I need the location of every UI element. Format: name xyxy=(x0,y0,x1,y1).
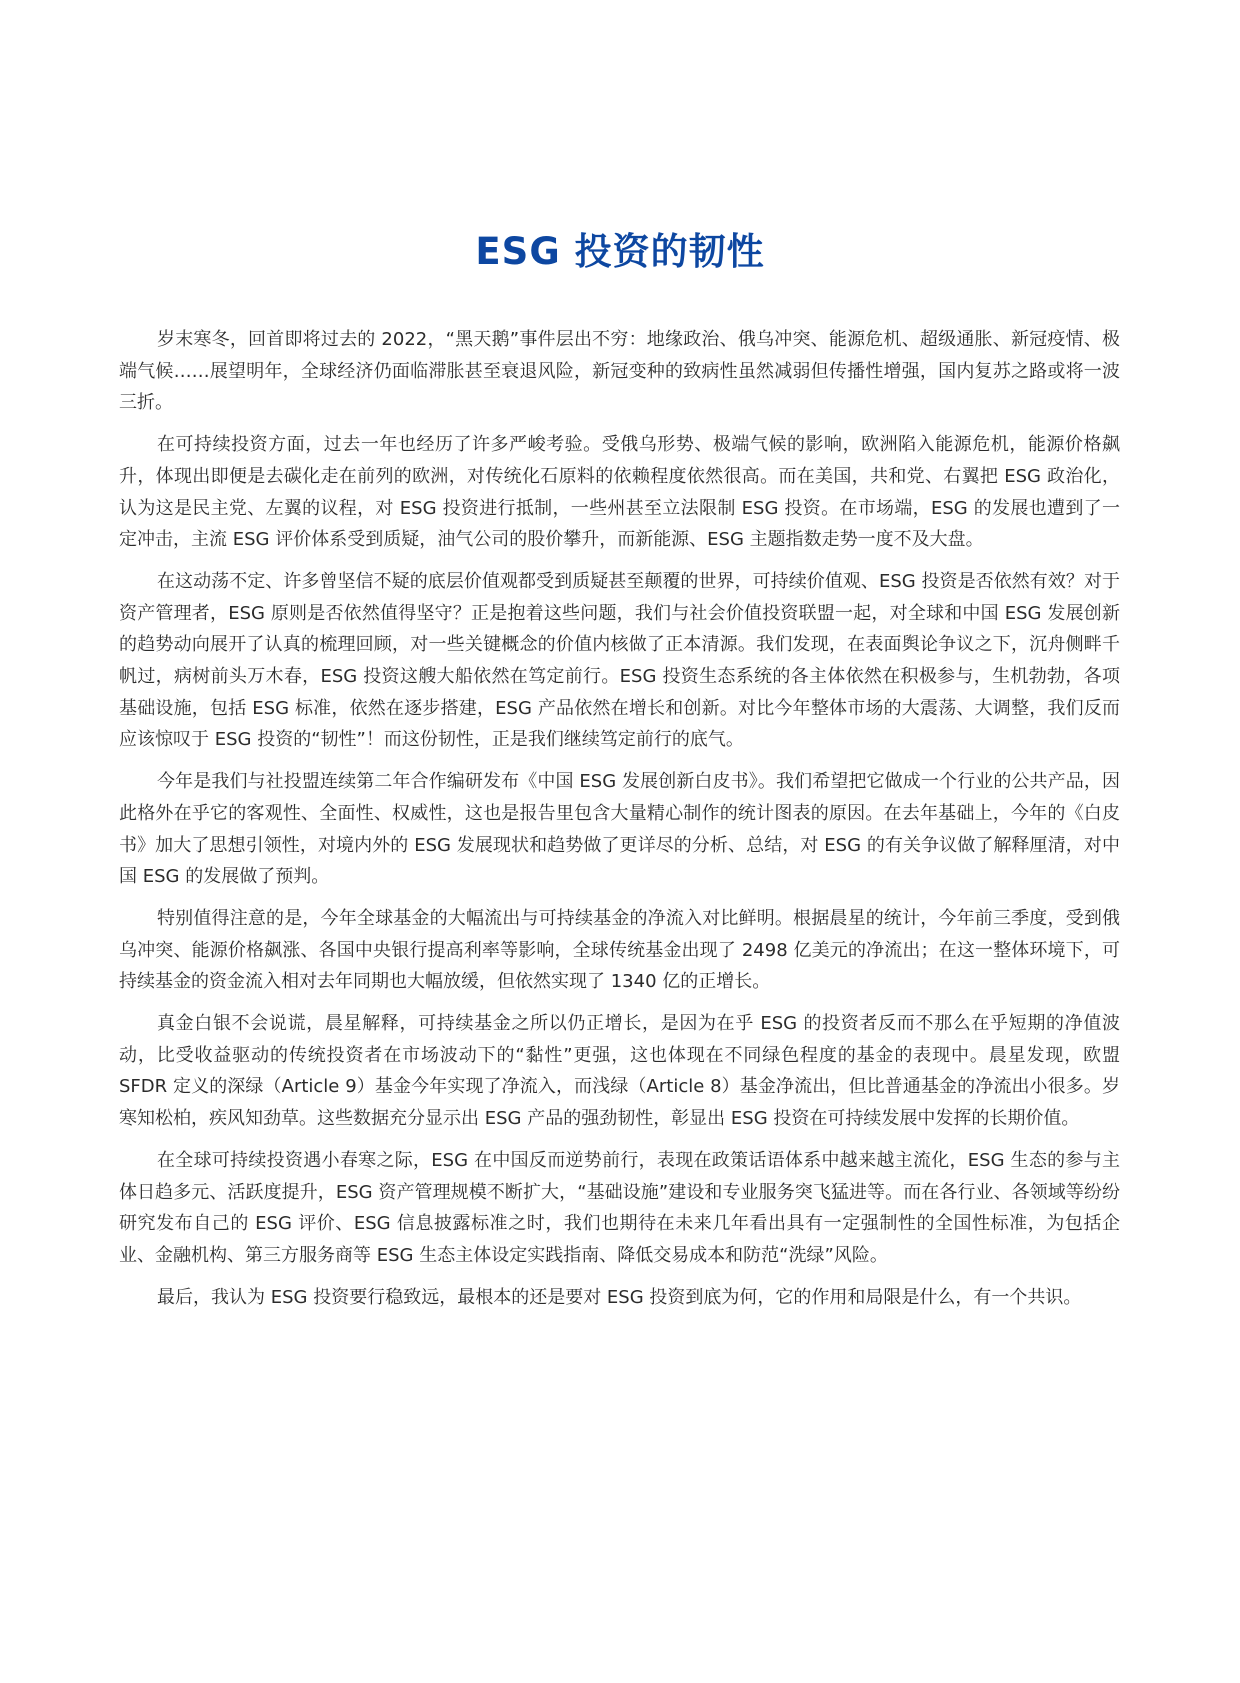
paragraph-4: 今年是我们与社投盟连续第二年合作编研发布《中国 ESG 发展创新白皮书》。我们希望把它做成一个行业的公共产品，因此格外在乎它的客观性、全面性、权威性，这也是报告里包含大量精心制作的统计图表的原因。在去年基础上，今年的《白皮书》加大了思想引领性，对境内外的 ESG 发展现状和趋势做了更详尽的分析、总结，对 ESG 的有关争议做了解释厘清，对中国 ESG 的发展做了预判。 xyxy=(119,771,1120,888)
article-body xyxy=(119,324,1120,1323)
paragraph-1: 岁末寒冬，回首即将过去的 2022，“黑天鹅”事件层出不穷：地缘政治、俄乌冲突、能源危机、超级通胀、新冠疫情、极端气候……展望明年，全球经济仍面临滞胀甚至衰退风险，新冠变种的致病性虽然减弱但传播性增强，国内复苏之路或将一波三折。 xyxy=(119,329,1120,414)
paragraph-5: 特别值得注意的是，今年全球基金的大幅流出与可持续基金的净流入对比鲜明。根据晨星的统计，今年前三季度，受到俄乌冲突、能源价格飙涨、各国中央银行提高利率等影响，全球传统基金出现了 2498 亿美元的净流出；在这一整体环境下，可持续基金的资金流入相对去年同期也大幅放缓，但依然实现了 1340 亿的正增长。 xyxy=(119,907,1120,993)
paragraph-2: 在可持续投资方面，过去一年也经历了许多严峻考验。受俄乌形势、极端气候的影响，欧洲陷入能源危机，能源价格飙升，体现出即便是去碳化走在前列的欧洲，对传统化石原料的依赖程度依然很高。而在美国，共和党、右翼把 ESG 政治化，认为这是民主党、左翼的议程，对 ESG 投资进行抵制，一些州甚至立法限制 ESG 投资。在市场端，ESG 的发展也遭到了一定冲击，主流 ESG 评价体系受到质疑，油气公司的股价攀升，而新能源、ESG 主题指数走势一度不及大盘。 xyxy=(119,434,1120,551)
paragraph-8: 最后，我认为 ESG 投资要行稳致远，最根本的还是要对 ESG 投资到底为何，它的作用和局限是什么，有一个共识。 xyxy=(157,1286,1082,1308)
paragraph-6: 真金白银不会说谎，晨星解释，可持续基金之所以仍正增长，是因为在乎 ESG 的投资者反而不那么在乎短期的净值波动，比受收益驱动的传统投资者在市场波动下的“黏性”更强，这也体现在不同绿色程度的基金的表现中。晨星发现，欧盟 SFDR 定义的深绿（Article 9）基金今年实现了净流入，而浅绿（Article 8）基金净流出，但比普通基金的净流出小很多。岁寒知松柏，疾风知劲草。这些数据充分显示出 ESG 产品的强劲韧性，彰显出 ESG 投资在可持续发展中发挥的长期价值。 xyxy=(119,1013,1120,1130)
paragraph-7: 在全球可持续投资遇小春寒之际，ESG 在中国反而逆势前行，表现在政策话语体系中越来越主流化，ESG 生态的参与主体日趋多元、活跃度提升，ESG 资产管理规模不断扩大，“基础设施”建设和专业服务突飞猛进等。而在各行业、各领域等纷纷研究发布自己的 ESG 评价、ESG 信息披露标准之时，我们也期待在未来几年看出具有一定强制性的全国性标准，为包括企业、金融机构、第三方服务商等 ESG 生态主体设定实践指南、降低交易成本和防范“洗绿”风险。 xyxy=(119,1149,1120,1266)
page-title: ESG 投资的韧性 xyxy=(475,230,765,273)
paragraph-3: 在这动荡不定、许多曾坚信不疑的底层价值观都受到质疑甚至颠覆的世界，可持续价值观、ESG 投资是否依然有效？对于资产管理者，ESG 原则是否依然值得坚守？正是抱着这些问题，我们与社会价值投资联盟一起，对全球和中国 ESG 发展创新的趋势动向展开了认真的梳理回顾，对一些关键概念的价值内核做了正本清源。我们发现，在表面舆论争议之下，沉舟侧畔千帆过，病树前头万木春，ESG 投资这艘大船依然在笃定前行。ESG 投资生态系统的各主体依然在积极参与，生机勃勃，各项基础设施，包括 ESG 标准，依然在逐步搭建，ESG 产品依然在增长和创新。对比今年整体市场的大震荡、大调整，我们反而应该惊叹于 ESG 投资的“韧性”！而这份韧性，正是我们继续笃定前行的底气。 xyxy=(119,570,1120,751)
